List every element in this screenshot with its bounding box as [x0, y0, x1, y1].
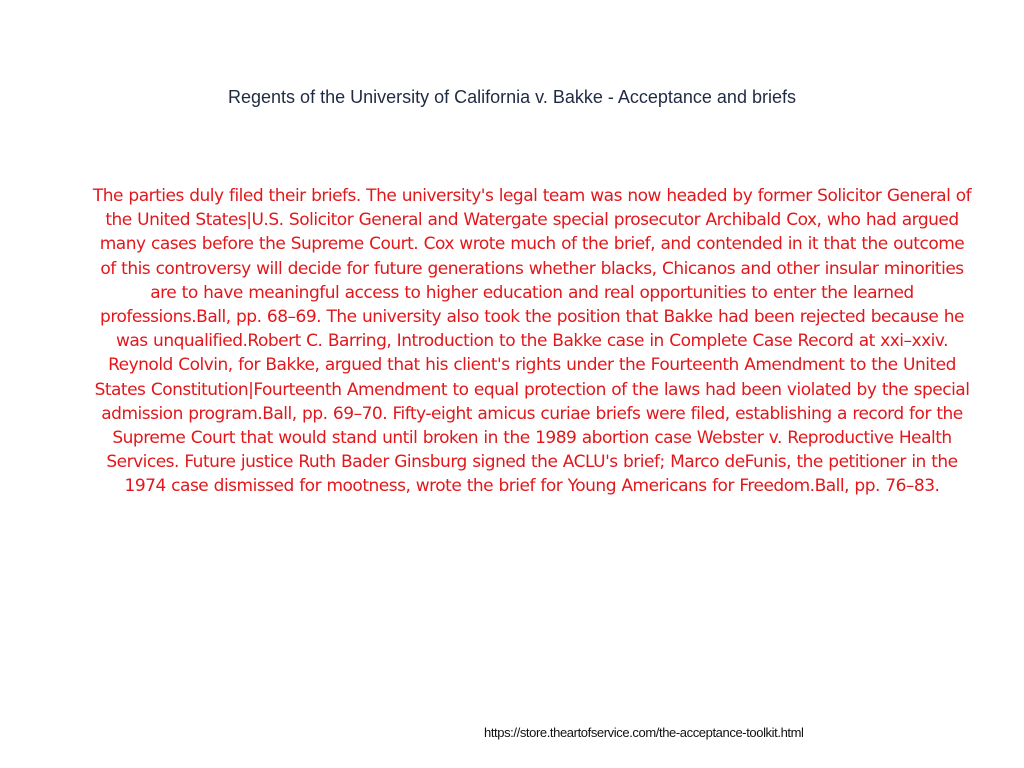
slide-title: Regents of the University of California v. Bakke - Acceptance and briefs — [228, 87, 796, 107]
footer-url: https://store.theartofservice.com/the-acceptance-toolkit.html — [484, 725, 804, 740]
slide-body-text: The parties duly filed their briefs. The university's legal team was now headed by former Solicitor General of the United States|U.S. Solicitor General and Watergate special prosecutor Archibald Cox, who had argued many cases before the Supreme Court. Cox wrote much of the brief, and contended in it that the outcome of this controversy will decide for future generations whether blacks, Chicanos and other insular minorities are to have meaningful access to higher education and real opportunities to enter the learned professions.Ball, pp. 68–69. The university also took the position that Bakke had been rejected because he was unqualified.Robert C. Barring, Introduction to the Bakke case in Complete Case Record at xxi–xxiv. Reynold Colvin, for Bakke, argued that his client's rights under the Fourteenth Amendment to the United States Constitution|Fourteenth Amendment to equal protection of the laws had been violated by the special admission program.Ball, pp. 69–70. Fifty-eight amicus curiae briefs were filed, establishing a record for the Supreme Court that would stand until broken in the 1989 abortion case Webster v. Reproductive Health Services. Future justice Ruth Bader Ginsburg signed the ACLU's brief; Marco deFunis, the petitioner in the 1974 case dismissed for mootness, wrote the brief for Young Americans for Freedom.Ball, pp. 76–83. — [92, 186, 972, 497]
